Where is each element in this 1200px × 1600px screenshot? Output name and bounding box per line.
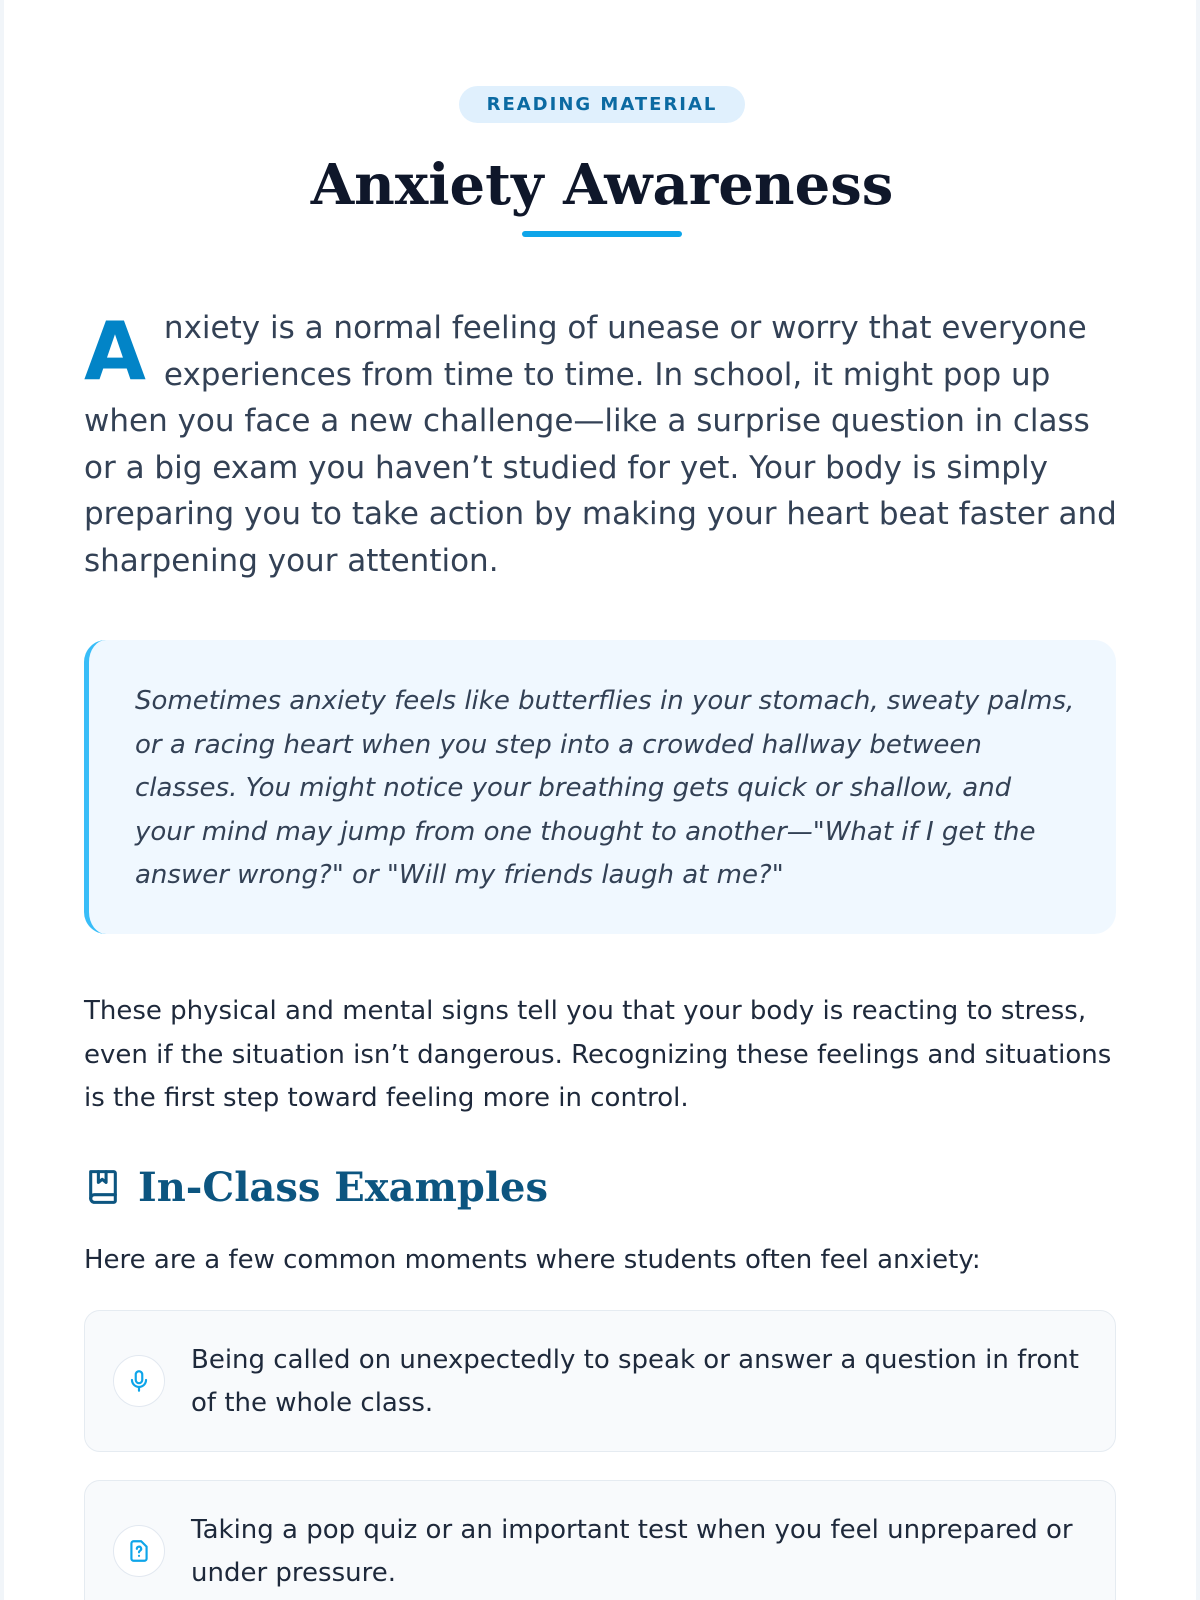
microphone-icon xyxy=(126,1368,152,1394)
badge-wrap xyxy=(84,86,1120,123)
section-heading: In-Class Examples xyxy=(138,1163,549,1211)
example-text: Taking a pop quiz or an important test when you feel unprepared or under pressure. xyxy=(191,1515,1073,1588)
example-card xyxy=(84,1310,1116,1452)
page-title: Anxiety Awareness xyxy=(310,152,894,218)
body-paragraph: These physical and mental signs tell you that your body is reacting to stress, even if the situation isn’t dangerous. Recognizing these feelings and situations is the first step toward feeling more in control. xyxy=(84,996,1112,1113)
example-icon-wrap xyxy=(113,1355,165,1407)
quote-text: Sometimes anxiety feels like butterflies in your stomach, sweaty palms, or a racing heart when you step into a crowded hallway between classes. You might notice your breathing gets quick or shallow, and your mind may jump from one thought to another—"What if I get the answer wrong?" or "Will my friends laugh at me?" xyxy=(135,686,1075,890)
example-icon-wrap xyxy=(113,1525,165,1577)
category-badge: READING MATERIAL xyxy=(459,86,746,123)
book-bookmark-icon xyxy=(84,1167,122,1207)
callout-quote xyxy=(84,640,1116,934)
example-card xyxy=(84,1480,1116,1600)
question-file-icon xyxy=(126,1538,152,1564)
reading-page xyxy=(4,0,1196,1600)
section-header xyxy=(84,1160,548,1214)
section-intro: Here are a few common moments where students often feel anxiety: xyxy=(84,1245,981,1275)
intro-paragraph xyxy=(84,305,1120,584)
intro-text: nxiety is a normal feeling of unease or worry that everyone experiences from time to time. In school, it might pop up when you face a new challenge—like a surprise question in class or a big exam you haven’t studied for yet. Your body is simply preparing you to take action by making your heart beat faster and sharpening your attention. xyxy=(84,310,1117,579)
drop-cap: A xyxy=(84,305,146,398)
example-text: Being called on unexpectedly to speak or answer a question in front of the whole class. xyxy=(191,1345,1079,1418)
title-underline xyxy=(522,231,682,237)
